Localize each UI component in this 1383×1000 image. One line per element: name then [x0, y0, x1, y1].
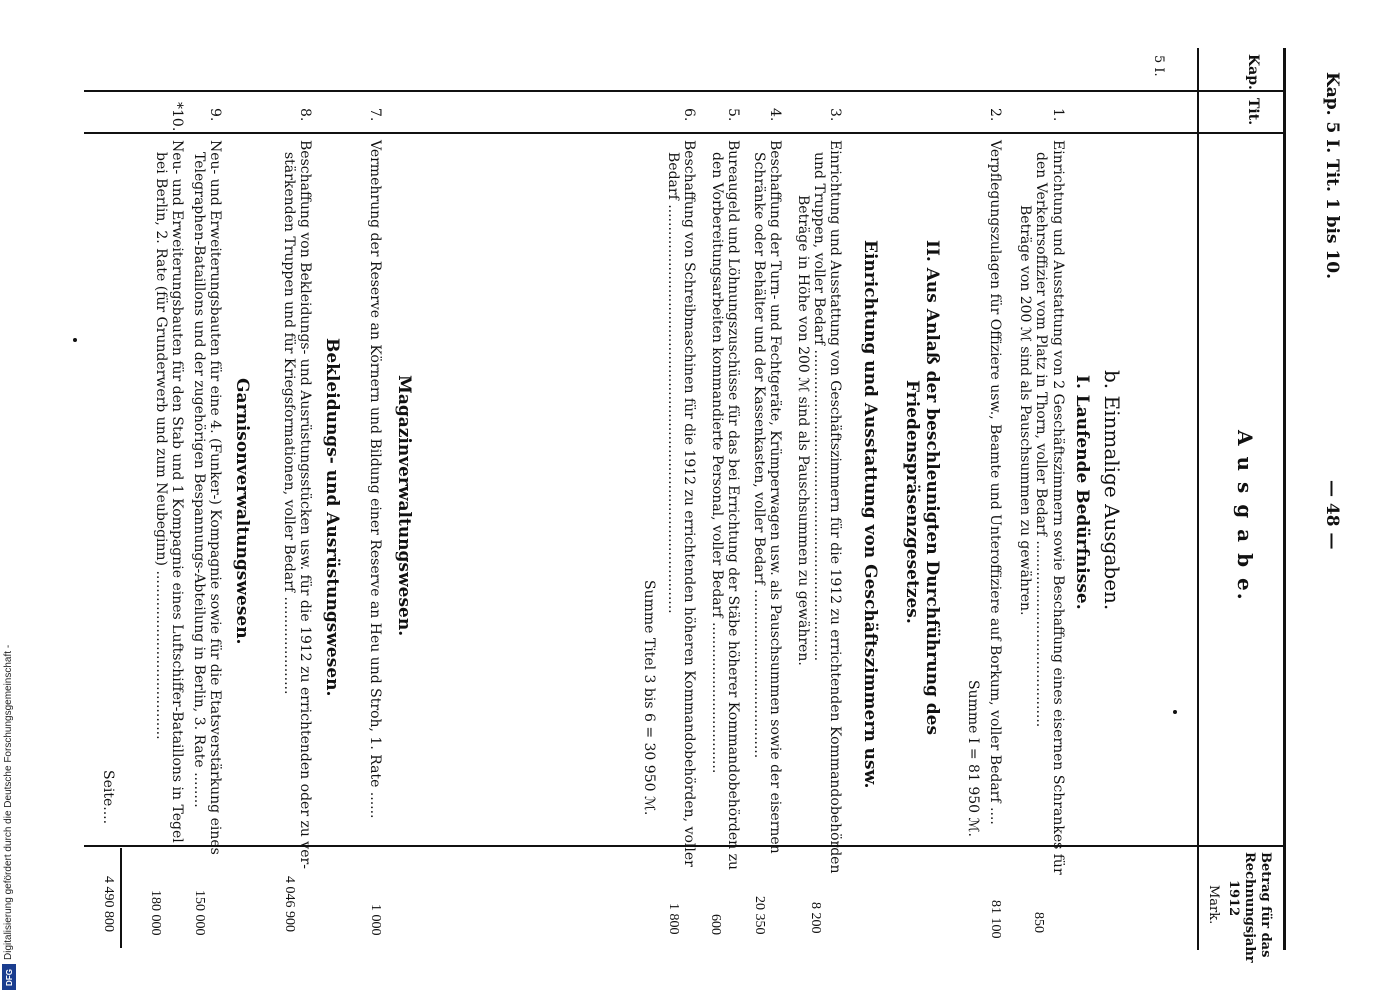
tit-number: 8. — [297, 108, 313, 122]
item-text-line: Beträge von 200 ℳ sind als Pauschsummen zu gewähren. — [1017, 205, 1033, 616]
amount: 600 — [708, 914, 723, 935]
margin-kap-label: 5 I. — [1151, 55, 1166, 77]
heading-b: b. Einmalige Ausgaben. — [1100, 370, 1124, 611]
item-text-line: Einrichtung und Ausstattung von 2 Geschäftszimmern sowie Beschaffung eines eisernen Schrankes für — [1050, 140, 1066, 875]
item-text-line: den Verkehrsoffizier vom Platz in Thorn, voller Bedarf .......................................... — [1033, 152, 1049, 728]
dfg-logo: DFG — [2, 964, 16, 990]
item-text-line: Beträge in Höhe von 200 ℳ sind als Pauschsummen zu gewähren. — [795, 195, 811, 666]
tit-number: 7. — [367, 108, 383, 122]
kap-header: Kap. 5 I. Tit. 1 bis 10. — [1322, 72, 1342, 280]
item-text-line: Schränke oder Behälter und der Kassenkasten, voller Bedarf ...................................... — [751, 152, 767, 759]
column-head-tit: Tit. — [1245, 98, 1261, 126]
item-text-line: Einrichtung und Ausstattung von Geschäftszimmern für die 1912 zu errichtenden Kommandobehörden — [827, 140, 843, 874]
item-text-line: stärkenden Truppen und für Kriegsformationen, voller Bedarf ...................... — [281, 152, 297, 695]
header-rule-bottom — [1197, 48, 1199, 950]
tit-number: 3. — [827, 108, 843, 122]
scan-speck — [1173, 710, 1177, 714]
item-text-line: den Vorbereitungsarbeiten kommandierte Personal, voller Bedarf .................................. — [709, 152, 725, 774]
footer-wrap — [4, 600, 16, 960]
scan-speck — [73, 338, 77, 342]
amount: 1 000 — [368, 904, 383, 936]
tit-column-rule — [84, 132, 1283, 134]
amount: 4 046 900 — [282, 876, 297, 932]
column-head-mark: Mark. — [1206, 885, 1221, 925]
header-rule — [1283, 48, 1286, 950]
item-text-line: Beschaffung von Schreibmaschinen für die 1912 zu errichtenden höheren Kommandobehörden, voller — [681, 140, 697, 867]
subheading-magazin: Magazinverwaltungswesen. — [394, 375, 414, 637]
item-text-line: und Truppen, voller Bedarf ...................................................................... — [811, 152, 827, 662]
tit-number: 1. — [1050, 108, 1066, 122]
heading-II-line-1: II. Aus Anlaß der beschleunigten Durchführung des — [922, 240, 942, 736]
amount: 1 800 — [666, 903, 681, 935]
amount: 850 — [1031, 912, 1046, 933]
item-text-line: Bureaugeld und Löhnungszuschüsse für das bei Errichtung der Stäbe höherer Kommandobehörden zu — [725, 140, 741, 871]
subheading-geschaeftszimmer: Einrichtung und Ausstattung von Geschäftszimmern usw. — [860, 240, 880, 789]
amount: 20 350 — [752, 896, 767, 935]
subheading-garnison: Garnisonverwaltungswesen. — [232, 378, 252, 645]
kap-column-rule — [84, 90, 1283, 92]
heading-I: I. Laufende Bedürfnisse. — [1072, 375, 1092, 610]
section-title: A u s g a b e. — [1233, 430, 1257, 602]
column-head-betrag-3: 1912 — [1226, 880, 1241, 917]
item-text-line: Telegraphen-Bataillons und der zugehörigen Bespannungs-Abteilung in Berlin, 3. Rate ........ — [191, 152, 207, 808]
item-text-line: Verpflegungszulagen für Offiziere usw., Beamte und Unteroffiziere auf Borkum, voller Bedarf .... — [987, 140, 1003, 825]
amount: 180 000 — [148, 890, 163, 936]
heading-II-line-2: Friedenspräsenzgesetzes. — [902, 380, 922, 624]
amount: 8 200 — [808, 902, 823, 934]
item-text-line: Beschaffung der Turn- und Fechtgeräte, Krümperwagen usw. als Pauschsummen sowie der eisernen — [767, 140, 783, 854]
item-text-line: Beschaffung von Bekleidungs- und Ausrüstungsstücken usw. für die 1912 zu errichtenden oder zu ver- — [297, 140, 313, 869]
amount: 81 100 — [988, 900, 1003, 939]
subheading-bekleidung: Bekleidungs- und Ausrüstungswesen. — [322, 338, 342, 697]
item-text-line: Vermehrung der Reserve an Körnern und Bildung einer Reserve an Heu und Stroh, 1. Rate ...... — [367, 140, 383, 819]
sum-line: Summe I = 81 950 ℳ. — [965, 680, 981, 837]
column-head-kap: Kap. — [1245, 54, 1261, 90]
page-number: — 48 — — [1322, 480, 1342, 550]
column-head-betrag-2: Rechnungsjahr — [1242, 852, 1257, 963]
tit-number: 6. — [681, 108, 697, 122]
tit-number: *10. — [169, 102, 185, 132]
tit-number: 5. — [725, 108, 741, 122]
item-text-line: bei Berlin, 2. Rate (für Grunderwerb und zum Neubeginn) ...................................... — [153, 152, 169, 740]
page-total: 4 490 800 — [101, 876, 116, 932]
item-text-line: Neu- und Erweiterungsbauten für eine 4. (Funker-) Kompagnie sowie für die Etatsverstärkung eines — [207, 140, 223, 855]
tit-number: 2. — [987, 108, 1003, 122]
column-head-betrag-1: Betrag für das — [1258, 852, 1273, 958]
tit-number: 9. — [207, 108, 223, 122]
amount: 150 000 — [192, 890, 207, 936]
item-text-line: Bedarf ............................................................................................ — [665, 152, 681, 614]
footer-credit: Digitalisierung gefördert durch die Deutsche Forschungsgemeinschaft - — [3, 644, 14, 960]
tit-number: 4. — [767, 108, 783, 122]
seite-label: Seite.... — [100, 770, 116, 825]
sum-line: Summe Titel 3 bis 6 = 30 950 ℳ. — [641, 580, 657, 816]
item-text-line: Neu- und Erweiterungsbauten für den Stab und 1 Kompagnie eines Luftschiffer-Bataillons in Tegel — [169, 140, 185, 843]
sum-rule — [120, 848, 122, 948]
